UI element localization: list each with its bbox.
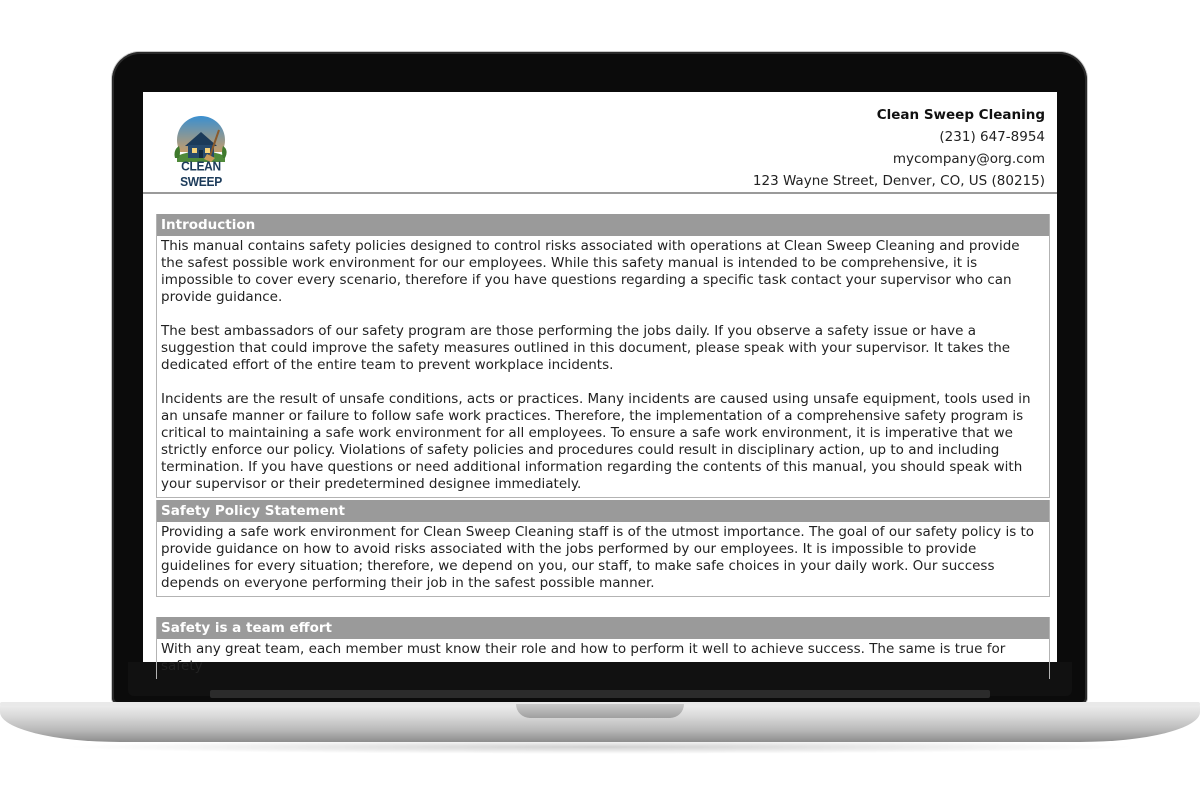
document-header [143,92,1057,194]
company-logo [163,112,239,190]
paragraph: The best ambassadors of our safety program are those performing the jobs daily. If you observe a safety issue or have a suggestion that could improve the safety measures outlined in this document, please speak with your supervisor. It takes the dedicated effort of the entire team to prevent workplace incidents. [161,323,1011,373]
paragraph: Providing a safe work environment for Clean Sweep Cleaning staff is of the utmost importance. The goal of our safety policy is to provide guidance on how to avoid risks associated with the jobs performed by our employees. It is impossible to provide guidelines for every situation; therefore, we depend on you, our staff, to make safe choices in your daily work. Our success depends on everyone performing their job in the safest possible manner. [161,524,1035,591]
company-email: mycompany@org.com [892,151,1045,167]
section-title: Safety Policy Statement [157,500,1049,522]
logo-wordmark: CLEAN SWEEP [180,158,222,190]
paragraph: This manual contains safety policies designed to control risks associated with operations at Clean Sweep Cleaning and provide the safest possible work environment for our employees. While this safety manual is intended to be comprehensive, it is impossible to cover every scenario, therefore if you have questions regarding a specific task contact your supervisor who can provide guidance. [161,238,1020,305]
section-body [157,522,1049,596]
paragraph: Incidents are the result of unsafe conditions, acts or practices. Many incidents are caused using unsafe equipment, tools used in an unsafe manner or failure to follow safe work practices. Therefore, the implementation of a comprehensive safety program is critical to maintaining a safe work environment for all employees. To ensure a safe work environment, it is imperative that we strictly enforce our policy. Violations of safety policies and procedures could result in disciplinary action, up to and including termination. If you have questions or need additional information regarding the contents of this manual, you should speak with your supervisor or their predetermined designee immediately. [161,391,1031,492]
company-phone: (231) 647-8954 [939,129,1045,145]
company-name: Clean Sweep Cleaning [876,107,1045,123]
house-logo-icon [163,112,239,164]
company-info [753,104,1045,192]
section-introduction [156,214,1050,498]
company-address: 123 Wayne Street, Denver, CO, US (80215) [752,173,1045,189]
section-body [157,639,1049,679]
paragraph: With any great team, each member must know their role and how to perform it well to achieve success. The same is true for safety [161,641,1006,674]
section-safety-team-effort [156,617,1050,679]
laptop-hinge [210,690,990,698]
section-title: Safety is a team effort [157,617,1049,639]
laptop-shadow [60,740,1140,754]
laptop-opening-notch [516,704,684,718]
section-title: Introduction [157,214,1049,236]
laptop-screen[interactable] [143,92,1057,674]
section-safety-policy-statement [156,500,1050,597]
section-body [157,236,1049,497]
